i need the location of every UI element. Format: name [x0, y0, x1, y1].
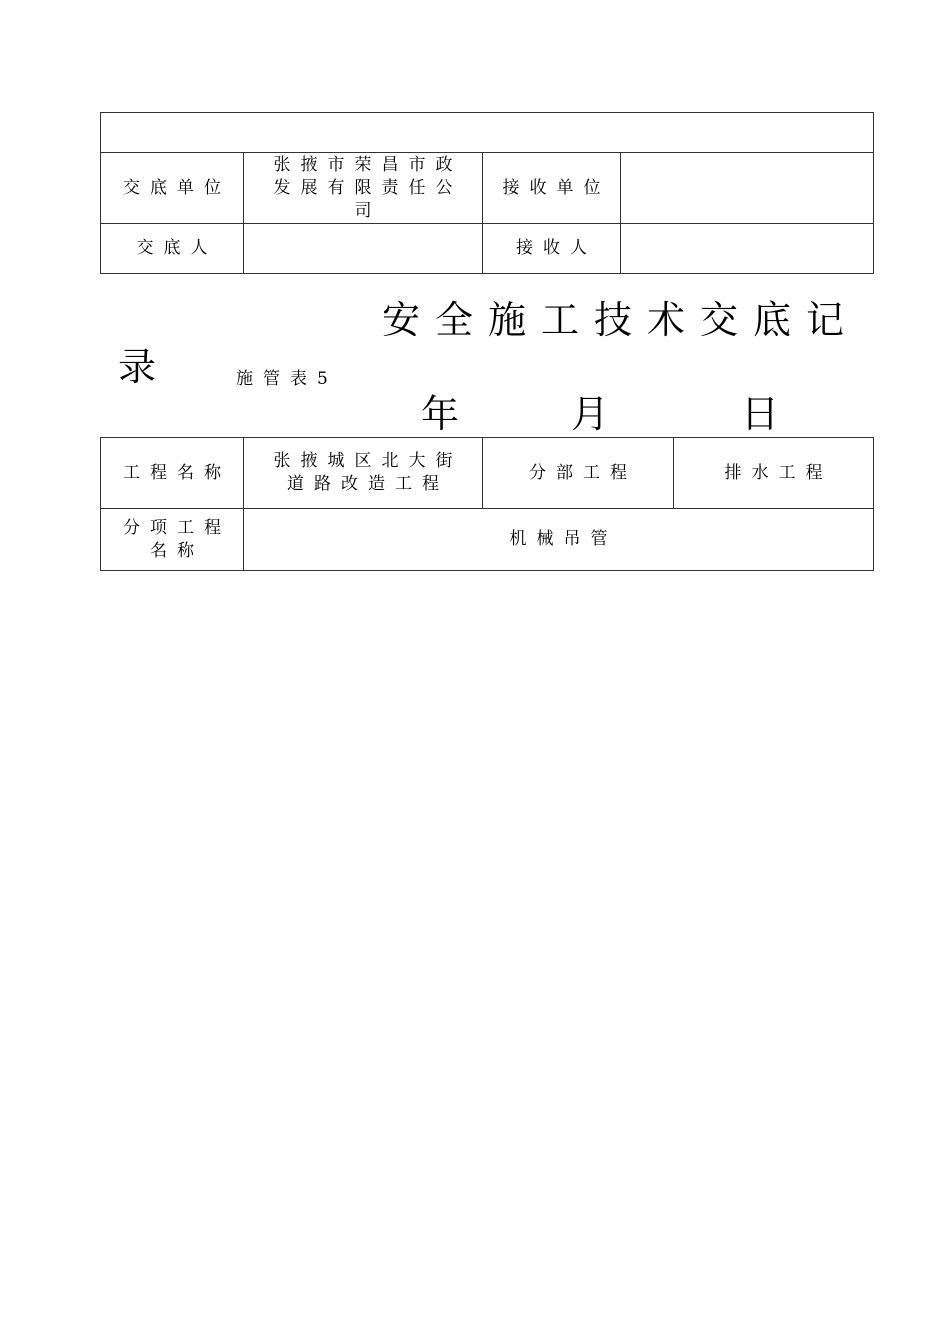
blank-header-row	[101, 113, 874, 153]
handover-unit-label: 交底单位	[101, 153, 244, 224]
receiving-unit-value[interactable]	[621, 153, 874, 224]
project-info-table	[100, 437, 874, 571]
date-day: 日	[741, 392, 780, 436]
handover-person-row	[101, 224, 874, 274]
project-name-row	[101, 438, 874, 509]
date-year: 年	[421, 392, 460, 436]
handover-person-label: 交底人	[101, 224, 244, 274]
project-name-value[interactable]: 张掖城区北大街道路改造工程	[244, 438, 483, 509]
sub-project-value[interactable]: 排水工程	[674, 438, 874, 509]
receiving-unit-label: 接收单位	[483, 153, 621, 224]
date-month: 月	[571, 392, 610, 436]
form-code: 施管表5	[236, 369, 338, 389]
document-title: 安全施工技术交底记	[382, 298, 860, 342]
document-title-continued: 录	[118, 345, 172, 389]
handover-info-table	[100, 112, 874, 274]
handover-unit-value[interactable]: 张掖市荣昌市政发展有限责任公司	[244, 153, 483, 224]
project-name-label: 工程名称	[101, 438, 244, 509]
receiver-value[interactable]	[621, 224, 874, 274]
receiver-label: 接收人	[483, 224, 621, 274]
handover-unit-row	[101, 153, 874, 224]
blank-header-cell	[101, 113, 874, 153]
handover-person-value[interactable]	[244, 224, 483, 274]
sub-item-label: 分项工程名称	[101, 509, 244, 571]
sub-project-label: 分部工程	[483, 438, 674, 509]
sub-item-value[interactable]: 机械吊管	[244, 509, 874, 571]
sub-item-row	[101, 509, 874, 571]
